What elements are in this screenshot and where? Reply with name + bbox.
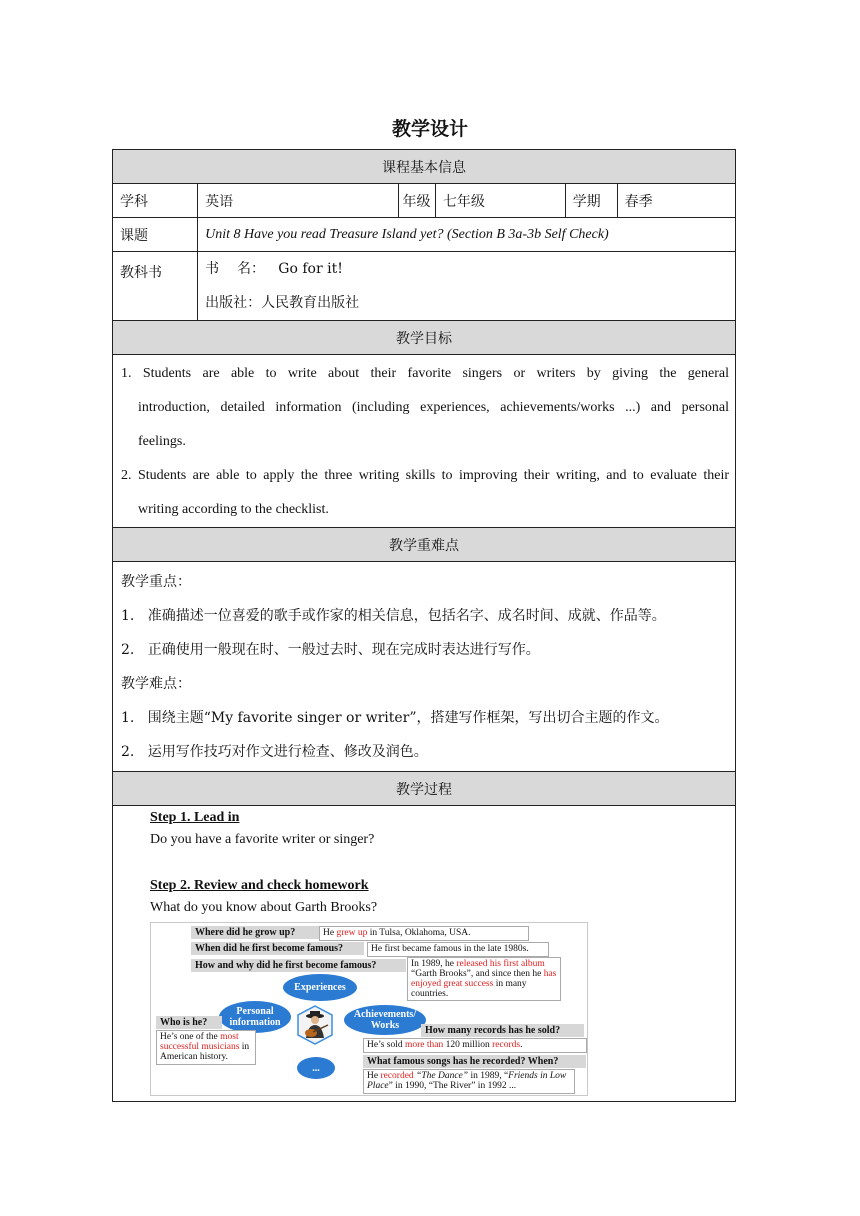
page-title: 教学设计 (391, 118, 468, 140)
question-how-why-famous: How and why did he first become famous? (191, 959, 406, 972)
grade-value: 七年级 (435, 184, 565, 218)
textbook-info (198, 252, 736, 321)
question-grow-up: Where did he grow up? (191, 926, 324, 939)
objective-1-line-3: feelings. (138, 434, 186, 449)
book-name: 书 名： Go for it! (205, 261, 343, 277)
answer-who-is-he: He’s one of the most successful musicians in American history. (156, 1030, 256, 1065)
grade-label: 年级 (398, 184, 435, 218)
answer-famous-songs: He recorded “The Dance” in 1989, “Friends in Low Place” in 1990, “The River” in 1992 ... (363, 1069, 575, 1094)
focus-item-2: 2. 正确使用一般现在时、一般过去时、现在完成时表达进行写作。 (121, 642, 540, 658)
answer-how-why-famous: In 1989, he released his first album “Garth Brooks”, and since then he has enjoyed great success in many countries. (407, 957, 561, 1001)
lesson-plan-table (112, 149, 736, 1102)
section-header-process: 教学过程 (113, 772, 736, 806)
objective-2-line-2: writing according to the checklist. (138, 502, 329, 517)
step-1-text: Do you have a favorite writer or singer? (150, 832, 375, 847)
achievements-works-bubble: Achievements/ Works (344, 1005, 426, 1035)
question-famous-songs: What famous songs has he recorded? When? (363, 1055, 586, 1068)
garth-brooks-icon (295, 1005, 335, 1045)
difficulty-label: 教学难点： (121, 676, 191, 692)
subject-value: 英语 (198, 184, 398, 218)
process-content (113, 806, 736, 1102)
focus-item-1: 1. 准确描述一位喜爱的歌手或作家的相关信息，包括名字、成名时间、成就、作品等。 (121, 608, 666, 624)
step-2-title: Step 2. Review and check homework (150, 878, 369, 893)
question-first-famous: When did he first become famous? (191, 942, 364, 955)
personal-information-bubble: Personal information (219, 1001, 291, 1033)
term-value: 春季 (617, 184, 735, 218)
step-1-title: Step 1. Lead in (150, 810, 240, 825)
question-records-sold: How many records has he sold? (421, 1024, 584, 1037)
answer-records-sold: He’s sold more than 120 million records. (363, 1038, 587, 1053)
section-header-basic: 课程基本信息 (113, 150, 736, 184)
section-header-objectives: 教学目标 (113, 321, 736, 355)
focus-label: 教学重点： (121, 574, 191, 590)
answer-first-famous: He first became famous in the late 1980s. (367, 942, 549, 957)
keypoints-content (113, 562, 736, 772)
more-bubble: ... (297, 1057, 335, 1079)
objective-1-line-1: 1. Students are able to write about their favorite singers or writers by giving the general (121, 366, 729, 381)
difficulty-item-2: 2. 运用写作技巧对作文进行检查、修改及润色。 (121, 744, 428, 760)
objective-2-line-1: 2. Students are able to apply the three writing skills to improving their writing, and to evaluate their (121, 468, 729, 483)
question-who-is-he: Who is he? (156, 1016, 222, 1029)
publisher: 出版社：人民教育出版社 (205, 295, 360, 311)
step-2-text: What do you know about Garth Brooks? (150, 900, 378, 915)
answer-grow-up: He grew up in Tulsa, Oklahoma, USA. (319, 926, 529, 941)
objective-1-line-2: introduction, detailed information (including experiences, achievements/works ...) and personal (138, 400, 729, 415)
garth-brooks-mindmap (150, 922, 588, 1096)
textbook-label: 教科书 (113, 252, 198, 321)
term-label: 学期 (565, 184, 617, 218)
section-header-keypoints: 教学重难点 (113, 528, 736, 562)
topic-value: Unit 8 Have you read Treasure Island yet? (Section B 3a-3b Self Check) (198, 218, 736, 252)
topic-label: 课题 (113, 218, 198, 252)
difficulty-item-1: 1. 围绕主题“My favorite singer or writer”，搭建写作框架，写出切合主题的作文。 (121, 710, 669, 726)
subject-label: 学科 (113, 184, 198, 218)
experiences-bubble: Experiences (283, 974, 357, 1001)
objectives-content (113, 355, 736, 528)
